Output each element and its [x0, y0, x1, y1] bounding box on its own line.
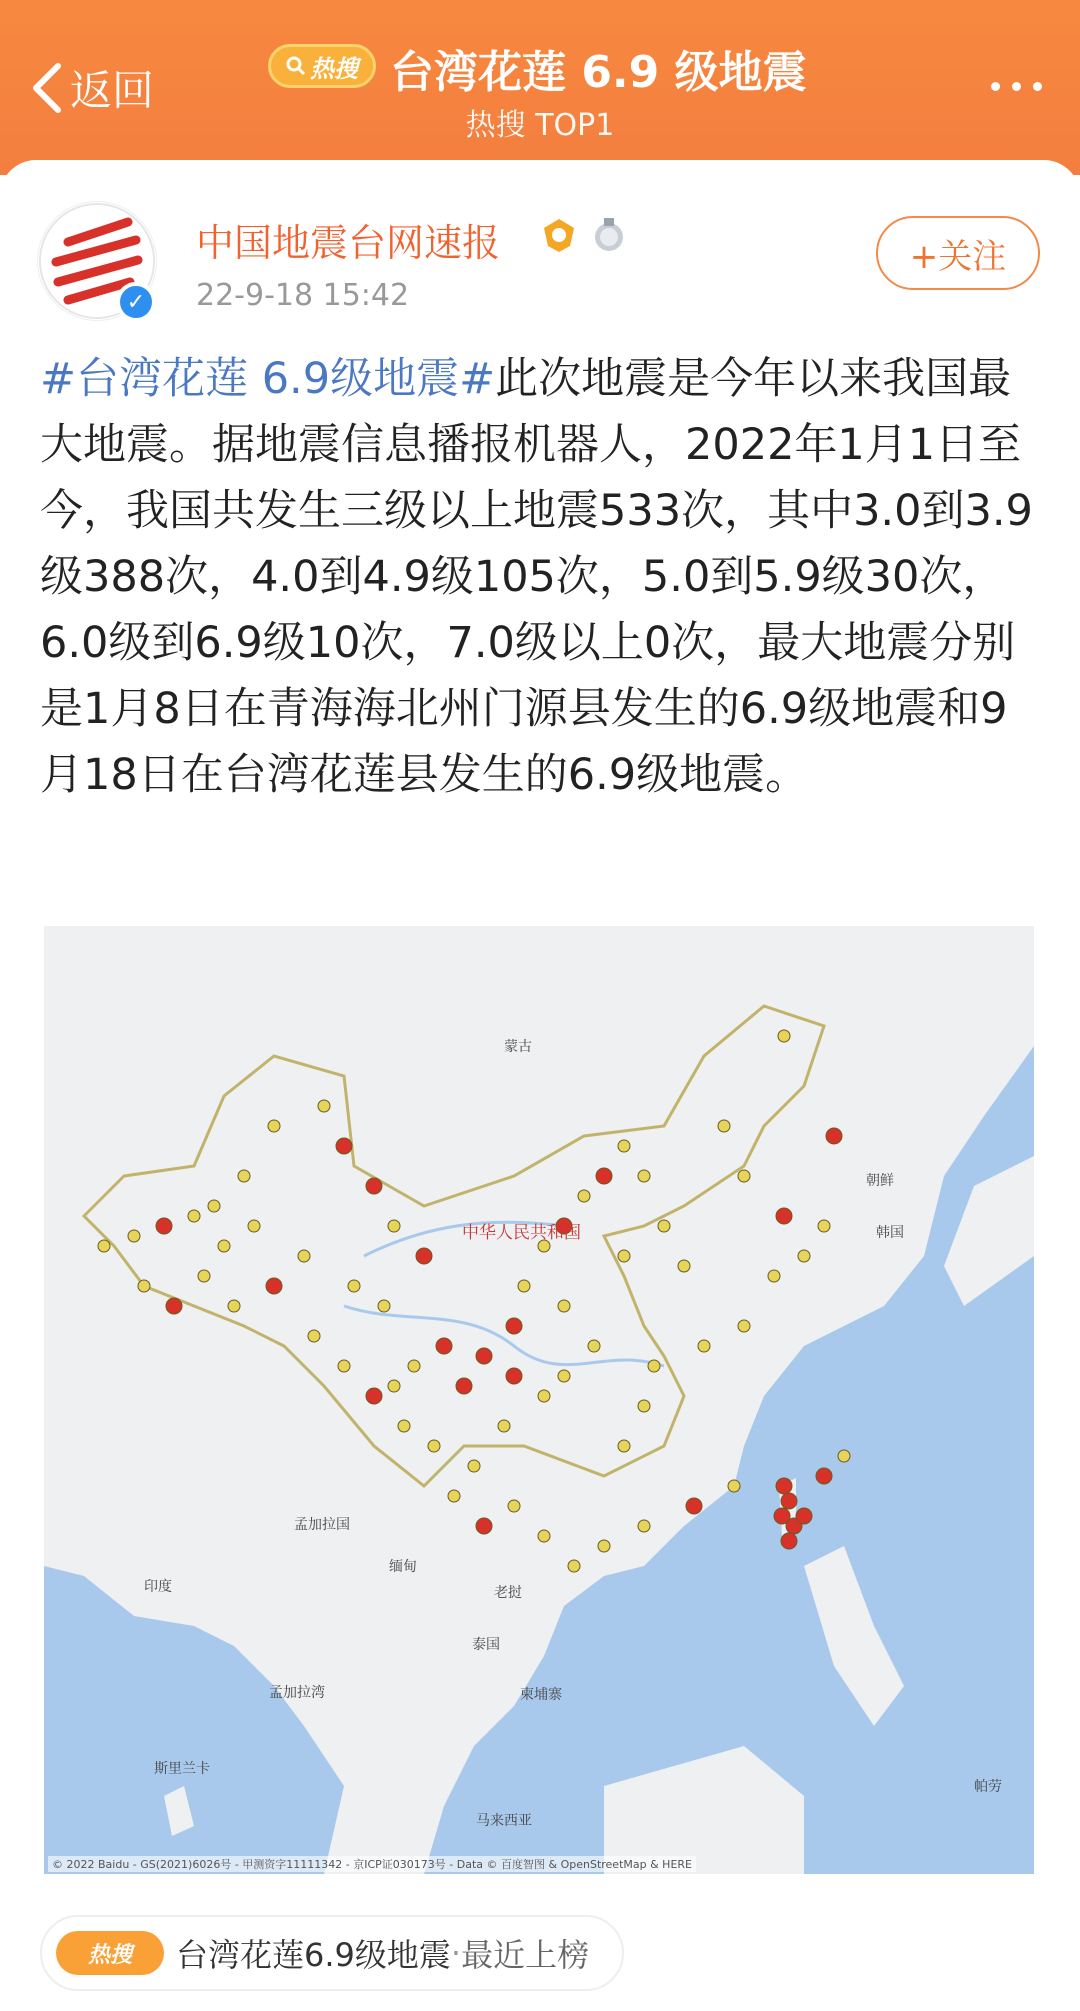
post-time: 22-9-18 15:42	[196, 278, 410, 313]
map-canvas	[44, 926, 1034, 1874]
hot-badge-label: 热搜	[310, 54, 358, 83]
quake-marker	[338, 1360, 350, 1372]
quake-marker	[318, 1100, 330, 1112]
map-copyright: © 2022 Baidu - GS(2021)6026号 - 甲测资字11111342 - 京ICP证030173号 - Data © 百度智图 & OpenStreetMap & HERE	[48, 1856, 696, 1872]
verified-icon: ✓	[116, 282, 156, 322]
quake-marker	[238, 1170, 250, 1182]
quake-marker	[428, 1440, 440, 1452]
quake-marker	[568, 1560, 580, 1572]
quake-marker	[638, 1520, 650, 1532]
award-icon	[590, 216, 628, 254]
map-label-bay-of-bengal: 孟加拉湾	[269, 1685, 325, 1701]
quake-marker	[838, 1450, 850, 1462]
large-quake-marker	[156, 1218, 172, 1234]
map-label-thailand: 泰国	[472, 1637, 500, 1653]
quake-marker	[388, 1380, 400, 1392]
large-quake-marker	[416, 1248, 432, 1264]
earthquake-map[interactable]	[44, 926, 1034, 1874]
quake-marker	[408, 1360, 420, 1372]
map-label-cambodia: 柬埔寨	[520, 1687, 562, 1703]
quake-marker	[398, 1420, 410, 1432]
large-quake-marker	[366, 1388, 382, 1404]
medal-icon	[540, 216, 578, 254]
large-quake-marker	[336, 1138, 352, 1154]
large-quake-marker	[506, 1318, 522, 1334]
quake-marker	[188, 1210, 200, 1222]
quake-marker	[378, 1300, 390, 1312]
post-body: 此次地震是今年以来我国最大地震。据地震信息播报机器人，2022年1月1日至今，我国共发生三级以上地震533次，其中3.0到3.9级388次，4.0到4.9级105次，5.0到5.9级30次，6.0级到6.9级10次，7.0级以上0次，最大地震分别是1月8日在青海海北州门源县发生的6.9级地震和9月18日在台湾花莲县发生的6.9级地震。	[40, 354, 1033, 800]
large-quake-marker	[506, 1368, 522, 1384]
large-quake-marker	[436, 1338, 452, 1354]
quake-marker	[208, 1200, 220, 1212]
quake-marker	[228, 1300, 240, 1312]
quake-marker	[448, 1490, 460, 1502]
back-label: 返回	[70, 66, 155, 115]
page-subtitle: 热搜 TOP1	[465, 108, 615, 143]
quake-marker	[248, 1220, 260, 1232]
large-quake-marker	[776, 1208, 792, 1224]
topic-status: 最近上榜	[461, 1936, 590, 1974]
dot-icon	[1033, 82, 1042, 91]
map-label-china: 中华人民共和国	[462, 1223, 581, 1243]
quake-marker	[308, 1330, 320, 1342]
quake-marker	[558, 1370, 570, 1382]
large-quake-marker	[266, 1278, 282, 1294]
large-quake-marker	[476, 1518, 492, 1534]
separator: ·	[450, 1934, 462, 1972]
quake-marker	[388, 1220, 400, 1232]
quake-marker	[718, 1120, 730, 1132]
chip-badge-label: 热搜	[87, 1942, 132, 1968]
large-quake-marker	[826, 1128, 842, 1144]
quake-marker	[128, 1230, 140, 1242]
quake-marker	[728, 1480, 740, 1492]
large-quake-marker	[781, 1493, 797, 1509]
quake-marker	[558, 1300, 570, 1312]
quake-marker	[138, 1280, 150, 1292]
large-quake-marker	[456, 1378, 472, 1394]
quake-marker	[798, 1250, 810, 1262]
top-bar	[0, 0, 1080, 175]
large-quake-marker	[816, 1468, 832, 1484]
map-label-bangladesh: 孟加拉国	[294, 1517, 350, 1533]
dot-icon	[1012, 82, 1021, 91]
large-quake-marker	[796, 1508, 812, 1524]
quake-marker	[578, 1190, 590, 1202]
hot-topic-chip[interactable]	[40, 1915, 624, 1991]
quake-marker	[648, 1360, 660, 1372]
quake-marker	[768, 1270, 780, 1282]
quake-marker	[598, 1540, 610, 1552]
map-label-south-korea: 韩国	[876, 1225, 904, 1241]
map-label-sri-lanka: 斯里兰卡	[154, 1761, 210, 1777]
quake-marker	[618, 1440, 630, 1452]
quake-marker	[638, 1170, 650, 1182]
quake-marker	[738, 1170, 750, 1182]
follow-button[interactable]: +关注	[876, 216, 1040, 290]
quake-marker	[738, 1320, 750, 1332]
large-quake-marker	[776, 1478, 792, 1494]
quake-marker	[678, 1260, 690, 1272]
large-quake-marker	[781, 1533, 797, 1549]
quake-marker	[778, 1030, 790, 1042]
quake-marker	[618, 1140, 630, 1152]
quake-marker	[588, 1340, 600, 1352]
quake-marker	[658, 1220, 670, 1232]
quake-marker	[508, 1500, 520, 1512]
hot-search-badge	[268, 44, 376, 88]
large-quake-marker	[686, 1498, 702, 1514]
quake-marker	[198, 1270, 210, 1282]
map-label-india: 印度	[144, 1579, 172, 1595]
map-label-palau: 帕劳	[974, 1779, 1002, 1795]
topic-title: 台湾花莲6.9级地震	[176, 1936, 451, 1974]
large-quake-marker	[596, 1168, 612, 1184]
post-card	[0, 160, 1080, 2011]
more-menu-button[interactable]	[991, 82, 1042, 91]
map-label-malaysia: 马来西亚	[476, 1813, 532, 1829]
quake-marker	[698, 1340, 710, 1352]
large-quake-marker	[166, 1298, 182, 1314]
quake-marker	[468, 1460, 480, 1472]
map-label-mongolia: 蒙古	[504, 1039, 532, 1055]
search-icon	[286, 56, 306, 76]
quake-marker	[98, 1240, 110, 1252]
dot-icon	[991, 82, 1000, 91]
quake-marker	[268, 1120, 280, 1132]
quake-marker	[818, 1220, 830, 1232]
large-quake-marker	[476, 1348, 492, 1364]
hot-topic-badge	[56, 1931, 164, 1975]
hashtag-link[interactable]: #台湾花莲 6.9级地震#	[40, 354, 496, 404]
quake-marker	[498, 1420, 510, 1432]
map-label-north-korea: 朝鲜	[866, 1173, 894, 1189]
quake-marker	[618, 1250, 630, 1262]
quake-marker	[298, 1250, 310, 1262]
map-label-laos: 老挝	[494, 1585, 522, 1601]
quake-marker	[218, 1240, 230, 1252]
quake-marker	[538, 1390, 550, 1402]
map-label-myanmar: 缅甸	[389, 1559, 417, 1575]
quake-marker	[538, 1530, 550, 1542]
page-title: 台湾花莲 6.9 级地震	[390, 47, 807, 98]
quake-marker	[518, 1280, 530, 1292]
quake-marker	[348, 1280, 360, 1292]
author-name[interactable]: 中国地震台网速报	[196, 221, 501, 265]
post-text	[40, 346, 1040, 808]
quake-marker	[638, 1400, 650, 1412]
large-quake-marker	[366, 1178, 382, 1194]
